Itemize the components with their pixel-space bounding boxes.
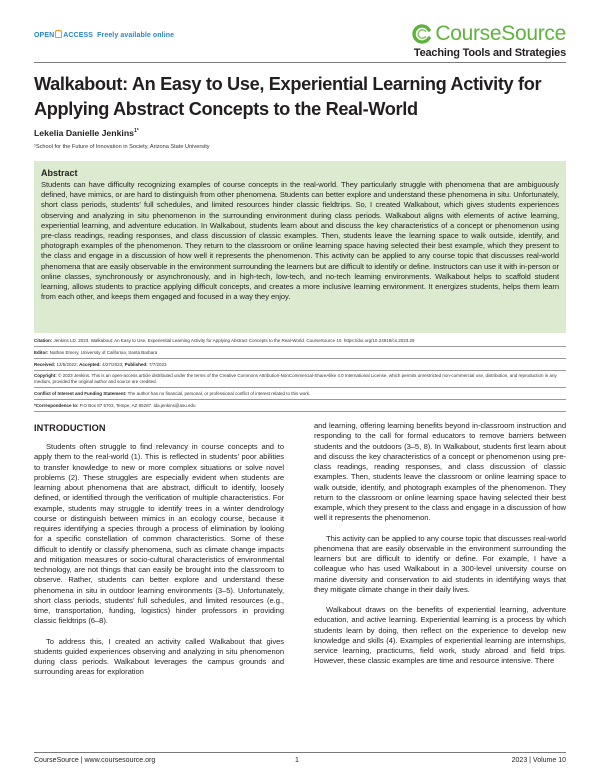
freely-available-text: Freely available online <box>97 32 175 39</box>
dates-line <box>34 362 566 368</box>
right-paragraph-1: and learning, offering learning benefits beyond in-classroom instruction and responding to the call for formal educators to remove barriers between students and the outdoors (3–5, 8). In Walkabout, students first learn about and discuss the key characteristics of a concept or phenomenon using pre-class readings, reading responses, and class discussion of classic examples. Then, students leave the classroom or online learning space to walk outside, identify, and photograph examples of the phenomenon. They return to the classroom or online learning space having selected their best example, which they present to the class and engage in a discussion of how well it represents the phenomenon. <box>314 421 566 523</box>
abstract-box <box>34 161 566 333</box>
section-label: Teaching Tools and Strategies <box>413 47 566 59</box>
open-lock-icon <box>55 30 62 38</box>
intro-paragraph-1: Students often struggle to find relevancy in course concepts and to apply them to the real-world (1). This is reflected in students’ poor abilities to transfer knowledge to new or more complex situations or solve novel problems (2). These struggles are especially evident when students are learning about phenomena that are abstract, difficult to identify, loosely defined, or identified through the verification of multiple characteristics. For example, students may struggle to identify trees in a winter dendrology course or distinguish between mimics in an ecology course, because it requires identifying a species through a process of elimination by looking for a specific constellation of common characteristics. Some of these difficult to identify or classify phenomena, such as climate change impacts and mitigation measures or socio-cultural characteristics of environmental technology, are not things that can easily be brought into the classroom to observe. Rather, students can better explore and understand these phenomena in situ in outdoor learning environments (3–5). Unfortunately, short class periods, students’ full schedules, and limited resources (e.g., time, transportation, funding, logistics) hinder professors in providing classic fieldtrips (6–8). <box>34 442 284 626</box>
editor-text: Nathan Emery, University of California, Santa Barbara <box>49 350 158 355</box>
meta-divider <box>34 358 566 359</box>
author-name: Lekelia Danielle Jenkins <box>34 128 134 138</box>
footer-volume: 2023 | Volume 10 <box>511 757 566 764</box>
abstract-text: Students can have difficulty recognizing examples of course concepts in the real-world. They particularly struggle with phenomena that are ambiguously defined, have mimics, or are hard to distinguish from other phenomena. Students can better explore and understand these phenomena in situ. Unfortunately, short class periods, students’ full schedules, and limited resources hinder classic fieldtrips. So, I created Walkabout, which gives students experiences observing and analyzing in situ phenomenon in the surrounding environment during class periods. Walkabout aligns with elements of active learning, experiential learning, and adventure education. In Walkabout, students learn about and discuss the key characteristics of a concept or phenomenon using pre-class readings, reading responses, and class discussion of classic examples. Then, students leave the learning space to walk outside, identify, and photograph examples of the phenomenon. They return to the classroom or online learning space having selected their best example, which they present to the class and engage in a discussion of how well it represents the phenomenon. This activity can be applied to any course topic that discusses real-world phenomena that are easily observable in the environment surrounding the learners but are difficult to identify or define. Instructors can use it with in-person or online classes, synchronously or asynchronously, and in high-tech, low-tech, and no-tech learning environments. Walkabout helps to scaffold student learning, allows students to practice applying difficult concepts, and creates a more inclusive learning environment. It energizes students, helps them learn from each other, and keeps them engaged and focused in a way they enjoy. <box>41 180 559 302</box>
open-access-text-2: ACCESS <box>63 32 94 39</box>
editor-line <box>34 350 566 356</box>
correspondence-text: P.O Box 87 5703, Tempe, AZ 85287. lda.jenkins@asu.edu <box>79 403 196 408</box>
copyright-text: © 2023 Jenkins. This is an open-access article distributed under the terms of the Creative Commons Attribution-NonCommercial-ShareAlike 4.0 International License, which permits unrestricted non-commercial use, distribution, and reproduction in any medium, provided the original author and source are credited. <box>34 373 557 385</box>
correspondence-line <box>34 403 566 409</box>
editor-label: Editor: <box>34 350 49 355</box>
copyright-line <box>34 373 566 385</box>
citation-line <box>34 338 566 344</box>
meta-divider <box>34 346 566 347</box>
meta-divider <box>34 370 566 371</box>
header-divider <box>34 62 566 63</box>
left-column <box>34 423 284 688</box>
meta-divider <box>34 411 566 412</box>
coursesource-logo <box>412 22 566 46</box>
right-column <box>314 421 566 677</box>
author-superscript: 1* <box>133 128 139 135</box>
citation-label: Citation: <box>34 338 53 343</box>
open-access-text-1: OPEN <box>34 32 55 39</box>
article-title: Walkabout: An Easy to Use, Experiential Learning Activity for Applying Abstract Concepts to the Real-World <box>34 74 542 119</box>
published-date: 7/7/2023 <box>148 362 167 367</box>
coursesource-logo-icon <box>412 24 432 44</box>
right-paragraph-2: This activity can be applied to any course topic that discusses real-world phenomena that are easily observable in the environment surrounding the learners but are difficult to identify or define. For example, I have a colleague who has used Walkabout in a 300-level university course on marine diversity and conservation to aid students in identifying ways that they mitigate climate change in their daily lives. <box>314 533 566 594</box>
open-access-badge <box>34 30 174 39</box>
meta-divider <box>34 387 566 388</box>
conflict-line <box>34 391 566 397</box>
affiliation: ¹School for the Future of Innovation in Society, Arizona State University <box>34 144 210 150</box>
accepted-label: Accepted: <box>79 362 101 367</box>
conflict-label: Conflict of Interest and Funding Statement: <box>34 391 127 396</box>
conflict-text: The author has no financial, personal, or professional conflict of interest related to this work. <box>127 391 311 396</box>
author-line <box>34 128 139 138</box>
introduction-heading: INTRODUCTION <box>34 423 106 433</box>
footer-divider <box>34 752 566 753</box>
copyright-label: Copyright: <box>34 373 57 378</box>
brand-name: CourseSource <box>435 22 566 45</box>
accepted-date: 4/27/2023; <box>102 362 124 367</box>
published-label: Published: <box>124 362 148 367</box>
abstract-heading: Abstract <box>41 168 78 178</box>
correspondence-label: *Correspondence to: <box>34 403 79 408</box>
received-label: Received: <box>34 362 56 367</box>
received-date: 12/5/2022; <box>56 362 78 367</box>
footer-journal: CourseSource | www.coursesource.org <box>34 757 156 764</box>
citation-text: Jenkins LD. 2023. Walkabout: An Easy to Use, Experiential Learning Activity for Applying Abstract Concepts to the Real-World. CourseSource 10. https://doi.org/10.24918/cs.2023.25 <box>53 338 415 343</box>
intro-paragraph-2: To address this, I created an activity called Walkabout that gives students guided experiences observing and analyzing in situ phenomenon during class periods. Walkabout leverages the campus grounds and surrounding areas for exploration <box>34 636 284 677</box>
page-number: 1 <box>295 757 299 764</box>
right-paragraph-3: Walkabout draws on the benefits of experiential learning, adventure education, and active learning. Experiential learning is a process by which students learn by doing, then reflect on the experience to develop new knowledge and skills (4). Examples of experiential learning are internships, service learning, practicums, field work, study abroad and field trips. However, these classic examples are time and resource intensive. There <box>314 605 566 666</box>
meta-divider <box>34 399 566 400</box>
